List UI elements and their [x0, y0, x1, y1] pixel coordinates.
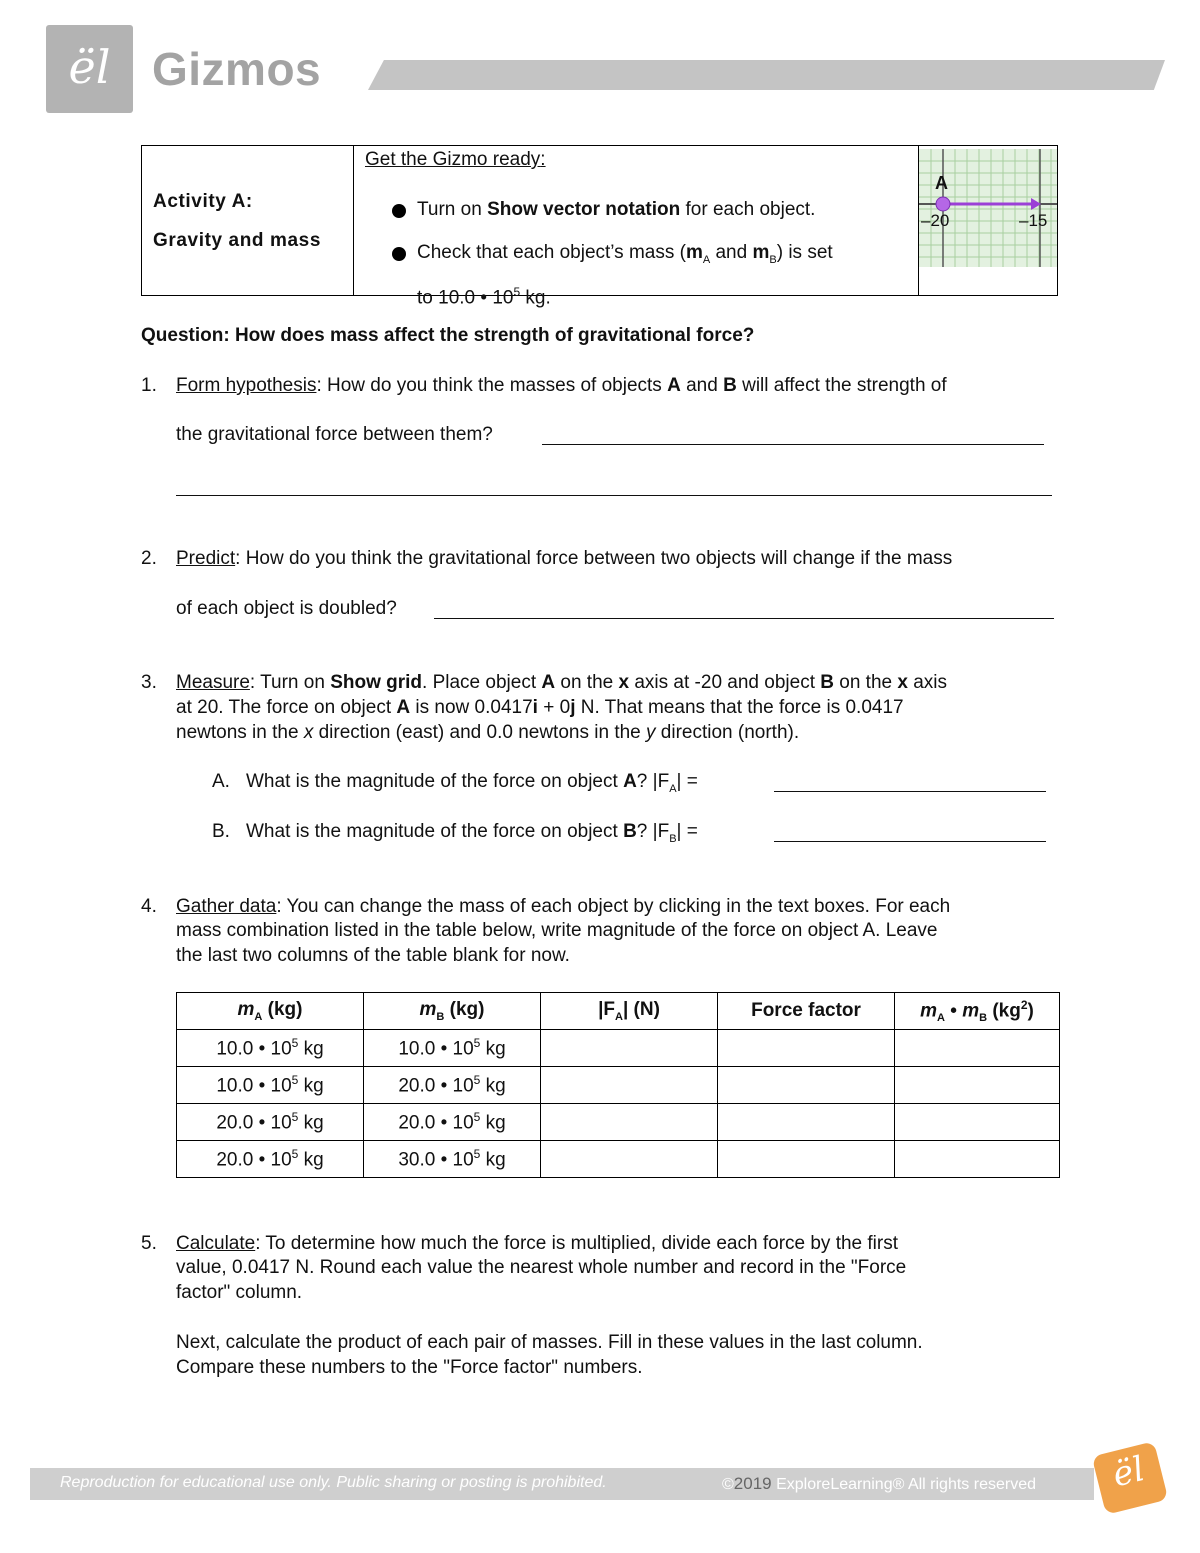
- setup-bullet-2: Check that each object’s mass ($m_A$ and $m_B$) is set to 10.0 • $10^5$ kg.: [417, 242, 833, 309]
- q4-line2: mass combination listed in the table below, write magnitude of the force on object A. Leave: [176, 920, 938, 941]
- explorelearning-logo: [46, 25, 133, 113]
- thumb-tick-right: –15: [1019, 211, 1048, 230]
- q3a-label: A.: [212, 771, 230, 792]
- cell-force-factor-input[interactable]: [718, 1067, 895, 1104]
- gizmo-thumbnail: [919, 149, 1057, 267]
- cell-mass-product-input[interactable]: [895, 1030, 1060, 1067]
- answer-blank[interactable]: [434, 618, 1054, 619]
- answer-blank[interactable]: [774, 841, 1046, 842]
- setup-cell: [354, 146, 919, 309]
- q1-line1: Form hypothesis: How do you think the masses of objects A and B will affect the strength of: [176, 375, 947, 396]
- bullet-icon: [392, 204, 406, 218]
- q3b-text: What is the magnitude of the force on object B? $|F_B|$ =: [246, 821, 698, 845]
- table-row: [177, 1141, 1060, 1178]
- cell-force-input[interactable]: [541, 1030, 718, 1067]
- cell-ma: 10.0 • $10^5$ kg: [177, 1030, 364, 1067]
- footer-notice: Reproduction for educational use only. Public sharing or posting is prohibited.: [60, 1474, 607, 1491]
- cell-force-factor-input[interactable]: [718, 1030, 895, 1067]
- col-header-force-factor: Force factor: [718, 993, 895, 1030]
- cell-force-factor-input[interactable]: [718, 1104, 895, 1141]
- q3-line1: Measure: Turn on Show grid. Place object A on the x axis at -20 and object B on the x axis: [176, 672, 948, 693]
- answer-blank[interactable]: [176, 495, 1052, 496]
- cell-ma: 10.0 • $10^5$ kg: [177, 1067, 364, 1104]
- q2-number: 2.: [141, 548, 157, 569]
- q4-number: 4.: [141, 896, 157, 917]
- table-header-row: [177, 993, 1060, 1030]
- cell-ma: 20.0 • $10^5$ kg: [177, 1141, 364, 1178]
- activity-title-cell: [142, 146, 354, 295]
- explorelearning-footer-logo: [1092, 1441, 1169, 1515]
- table-row: [177, 1067, 1060, 1104]
- logo-glyph: ël: [68, 40, 111, 94]
- answer-blank[interactable]: [774, 791, 1046, 792]
- q1-line2: the gravitational force between them?: [176, 424, 493, 445]
- q5-line1: Calculate: To determine how much the force is multiplied, divide each force by the first: [176, 1233, 899, 1254]
- q5-line5: Compare these numbers to the "Force factor" numbers.: [176, 1357, 643, 1378]
- cell-force-factor-input[interactable]: [718, 1141, 895, 1178]
- cell-mass-product-input[interactable]: [895, 1141, 1060, 1178]
- cell-mb: 20.0 • $10^5$ kg: [364, 1067, 541, 1104]
- cell-mass-product-input[interactable]: [895, 1067, 1060, 1104]
- cell-ma: 20.0 • $10^5$ kg: [177, 1104, 364, 1141]
- footer-copyright: ©2019 ExploreLearning® All rights reserved: [722, 1474, 1036, 1493]
- setup-bullet-1: Turn on Show vector notation for each object.: [417, 199, 816, 220]
- table-row: [177, 1030, 1060, 1067]
- cell-force-input[interactable]: [541, 1067, 718, 1104]
- cell-mb: 30.0 • $10^5$ kg: [364, 1141, 541, 1178]
- q3-line3: newtons in the x direction (east) and 0.0 newtons in the y direction (north).: [176, 722, 800, 743]
- q5-line2: value, 0.0417 N. Round each value the nearest whole number and record in the "Force: [176, 1257, 907, 1278]
- q5-line4: Next, calculate the product of each pair of masses. Fill in these values in the last column.: [176, 1332, 923, 1353]
- bullet-icon: [392, 247, 406, 261]
- table-row: [177, 1104, 1060, 1141]
- question-heading: Question: How does mass affect the strength of gravitational force?: [141, 325, 755, 346]
- gizmo-thumbnail-cell: [919, 146, 1057, 295]
- q4-line3: the last two columns of the table blank for now.: [176, 945, 570, 966]
- thumb-label-a: A: [935, 173, 948, 193]
- footer-logo-glyph: ël: [1108, 1449, 1149, 1496]
- col-header-ma: $m_A$ (kg): [177, 993, 364, 1030]
- q3a-text: What is the magnitude of the force on object A? $|F_A|$ =: [246, 771, 698, 795]
- q2-line2: of each object is doubled?: [176, 598, 397, 619]
- data-table: [176, 992, 1060, 1178]
- col-header-mb: $m_B$ (kg): [364, 993, 541, 1030]
- q4-line1: Gather data: You can change the mass of each object by clicking in the text boxes. For each: [176, 896, 951, 917]
- q3-number: 3.: [141, 672, 157, 693]
- q1-number: 1.: [141, 375, 157, 396]
- thumb-tick-left: –20: [921, 211, 950, 230]
- setup-heading: Get the Gizmo ready:: [365, 149, 546, 170]
- cell-mb: 10.0 • $10^5$ kg: [364, 1030, 541, 1067]
- cell-force-input[interactable]: [541, 1104, 718, 1141]
- answer-blank[interactable]: [542, 444, 1044, 445]
- q5-number: 5.: [141, 1233, 157, 1254]
- q2-line1: Predict: How do you think the gravitational force between two objects will change if the mass: [176, 548, 953, 569]
- activity-title: Activity A:: [153, 191, 253, 212]
- q5-line3: factor" column.: [176, 1282, 303, 1303]
- brand-title: Gizmos: [152, 43, 322, 95]
- col-header-mass-product: $m_A$ • $m_B$ $(kg^2)$: [895, 993, 1060, 1030]
- col-header-force: $|F_A|$ (N): [541, 993, 718, 1030]
- activity-subtitle: Gravity and mass: [153, 230, 322, 251]
- q3-line2: at 20. The force on object A is now 0.0417i + 0j N. That means that the force is 0.0417: [176, 697, 904, 718]
- activity-table: [141, 145, 1058, 309]
- q3b-label: B.: [212, 821, 230, 842]
- cell-mass-product-input[interactable]: [895, 1104, 1060, 1141]
- cell-force-input[interactable]: [541, 1141, 718, 1178]
- cell-mb: 20.0 • $10^5$ kg: [364, 1104, 541, 1141]
- header-bar: [368, 60, 1165, 90]
